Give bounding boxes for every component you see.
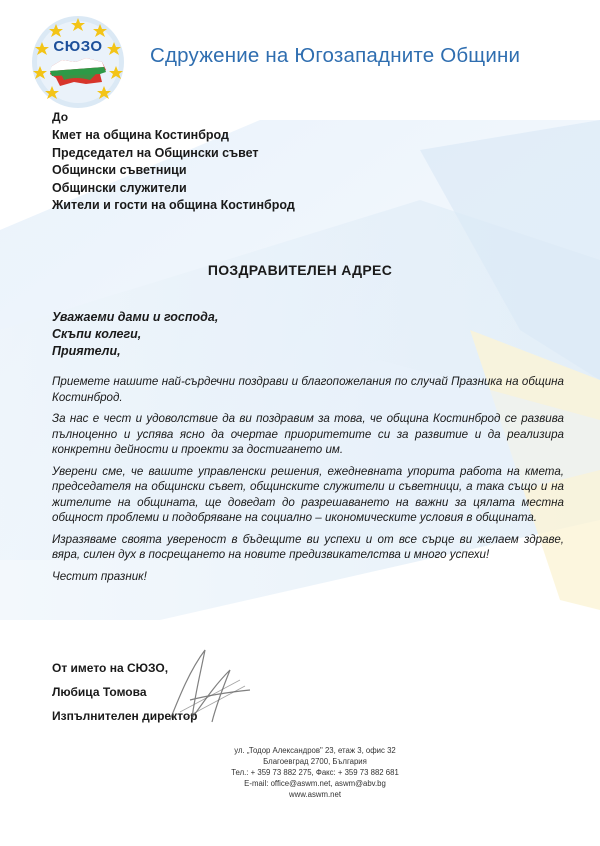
footer-address: ул. „Тодор Александров" 23, етаж 3, офис 32: [234, 746, 396, 755]
footer-phone: Тел.: + 359 73 882 275, Факс: + 359 73 882 681: [231, 768, 399, 777]
addressee-item: Кмет на община Костинброд: [52, 128, 229, 142]
handwritten-signature: [150, 640, 270, 730]
footer-city: Благоевград 2700, България: [263, 757, 367, 766]
body-paragraph: Честит празник!: [52, 569, 147, 583]
body-paragraph: За нас е чест и удоволствие да ви поздравим за това, че община Костинброд се развива пълноценно и успява ясно да очертае приоритетите си за развитие и да реализира конкретни дейности и проекти за достигането им.: [52, 412, 564, 456]
footer-contacts: [0, 745, 600, 800]
greeting-line: Скъпи колеги,: [52, 327, 142, 341]
signature-name: Любица Томова: [52, 685, 147, 699]
footer-email: E-mail: office@aswm.net, aswm@abv.bg: [244, 779, 386, 788]
addressee-item: Жители и гости на община Костинброд: [52, 198, 295, 212]
addressee-item: Общински съветници: [52, 163, 187, 177]
document-title: ПОЗДРАВИТЕЛЕН АДРЕС: [207, 262, 393, 278]
logo: [30, 14, 126, 110]
signature-on-behalf: От името на СЮЗО,: [52, 661, 169, 675]
addressee-label: До: [52, 110, 69, 124]
body-paragraph: Приемете нашите най-сърдечни поздрави и благопожелания по случай Празника на община Костинброд.: [52, 375, 564, 404]
body-paragraph: Уверени сме, че вашите управленски решения, ежедневната упорита работа на кмета, председателя на общински съвет, общинските служители и съветници, а така също и на жителите на общината, ще доведат до разрешаването на важни за цялата местна общност проблеми и подобряване на социално – икономическите условия в общината.: [52, 464, 564, 524]
signature-position: Изпълнителен директор: [52, 709, 198, 723]
letter-body: [52, 374, 564, 590]
addressee-list: [52, 127, 295, 215]
footer-website: www.aswm.net: [289, 790, 341, 799]
greeting: [52, 309, 218, 360]
org-name: Сдружение на Югозападните Общини: [150, 44, 521, 67]
addressee-item: Общински служители: [52, 180, 187, 195]
greeting-line: Приятели,: [52, 344, 121, 358]
logo-text: СЮЗО: [53, 38, 103, 55]
body-paragraph: Изразяваме своята увереност в бъдещите ви успехи и от все сърце ви желаем здраве, вяра, силен дух в посрещането на новите предизвикателства и много успехи!: [52, 532, 564, 561]
addressee-item: Председател на Общински съвет: [52, 145, 259, 160]
greeting-line: Уважаеми дами и господа,: [52, 310, 219, 324]
logo-emblem-icon: [30, 14, 126, 110]
